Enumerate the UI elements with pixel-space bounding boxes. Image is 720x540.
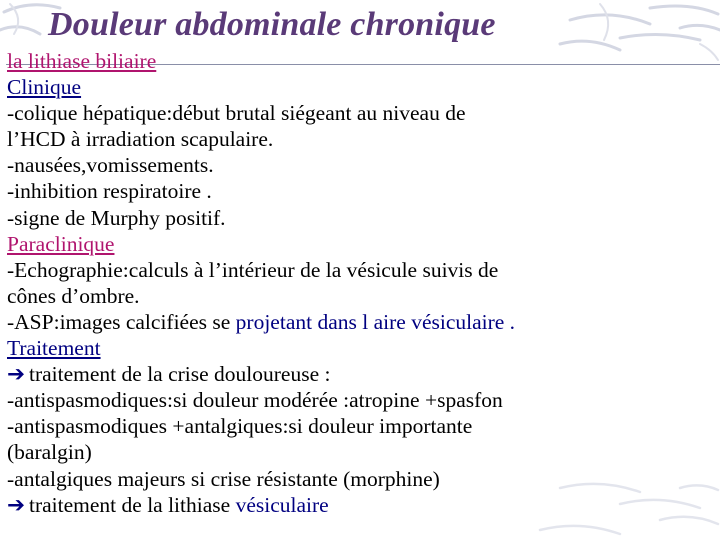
clinique-line: -nausées,vomissements. [7,153,214,178]
paraclinique-asp-line [7,309,717,335]
section-heading-traitement: Traitement [7,336,101,361]
clinique-line: -colique hépatique:début brutal siégeant au niveau de [7,101,466,126]
section-heading-paraclinique: Paraclinique [7,231,115,256]
traitement-line: -antispasmodiques +antalgiques:si douleur importante [7,414,473,439]
slide-content [7,48,717,518]
arrow-right-icon: ➔ [7,492,26,517]
slide-title: Douleur abdominale chronique [48,6,496,43]
traitement-lithiase-line [7,492,717,518]
traitement-crise-text: traitement de la crise douloureuse : [29,362,331,387]
paraclinique-line: cônes d’ombre. [7,283,140,308]
clinique-line: -inhibition respiratoire . [7,179,212,204]
subtitle-lithiase-biliaire: la lithiase biliaire [7,49,157,73]
clinique-line: l’HCD à irradiation scapulaire. [7,127,274,152]
traitement-crise-line [7,361,717,387]
traitement-line: -antalgiques majeurs si crise résistante (morphine) [7,466,440,491]
traitement-line: (baralgin) [7,440,92,465]
traitement-lithiase-prefix: traitement de la lithiase [29,492,236,517]
clinique-line: -signe de Murphy positif. [7,205,226,230]
traitement-line: -antispasmodiques:si douleur modérée :atropine +spasfon [7,388,503,413]
traitement-lithiase-highlight: vésiculaire [235,492,329,517]
section-heading-clinique: Clinique [7,75,82,100]
arrow-right-icon: ➔ [7,362,26,387]
paraclinique-line: -Echographie:calculs à l’intérieur de la vésicule suivis de [7,257,499,282]
asp-prefix: -ASP:images calcifiées se [7,309,236,334]
asp-highlight: projetant dans l aire vésiculaire . [235,309,516,334]
